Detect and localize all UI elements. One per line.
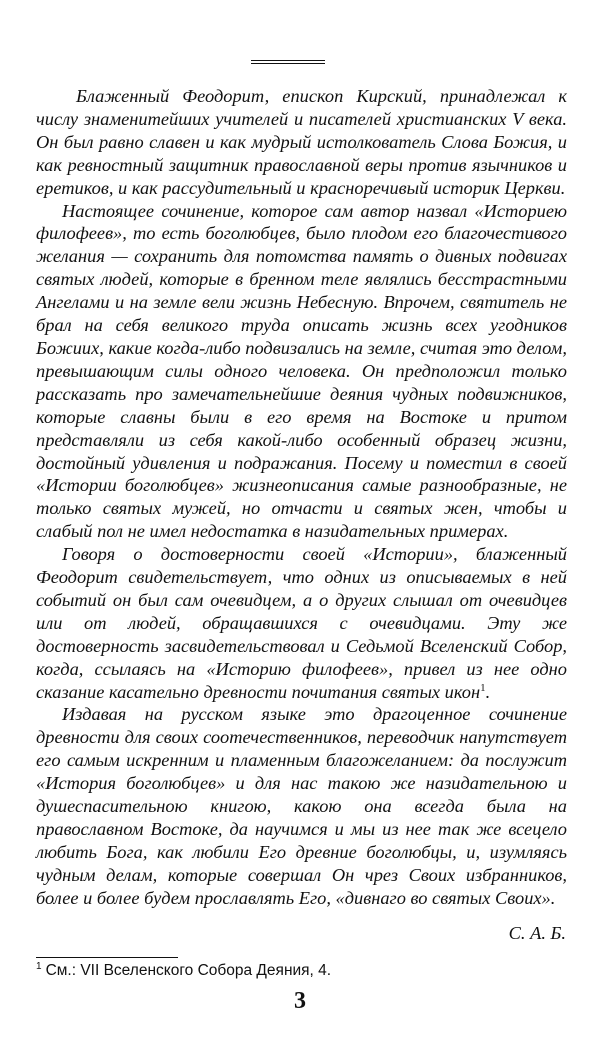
paragraph-2: Настоящее сочинение, которое сам автор назвал «Историею филофеев», то есть боголюбцев, было плодом его благочестивого желания — сохранить для потомства память о дивных подвигах святых людей, которые в бренном теле являлись бесстрастными Ангелами и на земле вели жизнь Небесную. Впрочем, святитель не брал на себя великого труда описать жизнь всех угодников Божиих, какие когда-либо подвизались на земле, считая это делом, превышающим силы одного человека. Он предположил только рассказать про замечательнейшие деяния чудных подвижников, которые славны были в его время на Востоке и притом представляли из себя какой-либо особенный образец жизни, достойный удивления и подражания. Посему и поместил в своей «Истории боголюбцев» жизнеописания самые разнообразные, не только святых мужей, но отчасти и святых жен, чтобы и слабый пол не имел недостатка в назидательных примерах.	[36, 200, 567, 542]
footnote-divider	[36, 957, 178, 958]
paragraph-1: Блаженный Феодорит, епископ Кирский, принадлежал к числу знаменитейших учителей и писателей христианских V века. Он был равно славен и как мудрый истолкователь Слова Божия, и как ревностный защитник православной веры против язычников и еретиков, и как рассудительный и красноречивый историк Церкви.	[36, 86, 567, 198]
paragraph-4: Издавая на русском языке это драгоценное сочинение древности для своих соотечественников, переводчик напутствует его самым искренним и пламенным благожеланием: да послужит «История боголюбцев» и для нас такою же назидательною и душеспасительною книгою, какою она всегда была на православном Востоке, да научимся и мы из нее так же всецело любить Бога, как любили Его древние боголюбцы, и, изумляясь чудным делам, которые совершал Он чрез Своих избранников, более и более будем прославлять Его, «дивнаго во святых Своих».	[36, 704, 567, 908]
footnote	[36, 962, 331, 980]
footnote-text: См.: VII Вселенского Собора Деяния, 4.	[45, 962, 332, 979]
footnote-reference: 1	[480, 681, 486, 694]
top-decorative-rule	[251, 60, 325, 64]
paragraph-3: Говоря о достоверности своей «Истории», блаженный Феодорит свидетельствует, что одних из описываемых в ней событий он был сам очевидцем, а о других слышал от очевидцев или от людей, обращавшихся с очевидцами. Эту же достоверность засвидетельствовал и Седьмой Вселенский Собор, когда, ссылаясь на «Историю филофеев», привел из нее одно сказание касательно древности почитания святых икон$^1$.	[36, 544, 567, 702]
preface-body	[36, 85, 567, 910]
page-number: 3	[294, 988, 306, 1014]
footnote-mark: 1	[36, 960, 42, 972]
paragraph-3-text: Говоря о достоверности своей «Истории», блаженный Феодорит свидетельствует, что одних из описываемых в ней событий он был сам очевидцем, а о других слышал от очевидцев или от людей, обращавшихся с очевидцами. Эту же достоверность засвидетельствовал и Седьмой Вселенский Собор, когда, ссылаясь на «Историю филофеев», привел из нее одно сказание касательно древности почитания святых икон	[36, 544, 567, 702]
author-signature: С. А. Б.	[508, 923, 566, 943]
